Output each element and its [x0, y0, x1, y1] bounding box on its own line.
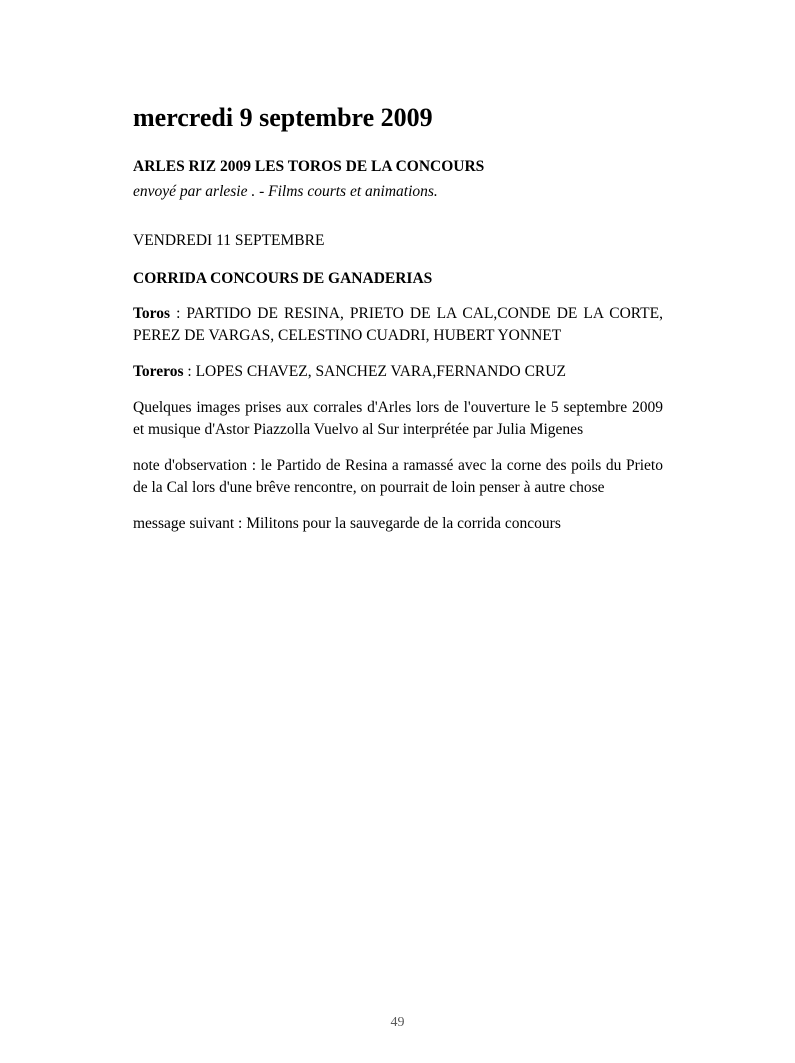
note-paragraph: note d'observation : le Partido de Resina a ramassé avec la corne des poils du Prieto de la Cal lors d'une brêve rencontre, on pourrait de loin penser à autre chose — [133, 457, 663, 496]
message-paragraph: message suivant : Militons pour la sauvegarde de la corrida concours — [133, 515, 561, 532]
post-title: ARLES RIZ 2009 LES TOROS DE LA CONCOURS — [133, 158, 485, 175]
toreros-label: Toreros — [133, 363, 184, 380]
page-number: 49 — [390, 1015, 405, 1030]
event-title: CORRIDA CONCOURS DE GANADERIAS — [133, 270, 433, 287]
toreros-value: : LOPES CHAVEZ, SANCHEZ VARA,FERNANDO CRUZ — [183, 363, 566, 380]
page-content — [133, 101, 663, 535]
post-byline: envoyé par arlesie . - Films courts et animations. — [133, 183, 438, 200]
images-paragraph: Quelques images prises aux corrales d'Arles lors de l'ouverture le 5 septembre 2009 et musique d'Astor Piazzolla Vuelvo al Sur interprétée par Julia Migenes — [133, 399, 663, 438]
toros-paragraph — [133, 303, 663, 347]
event-date: VENDREDI 11 SEPTEMBRE — [133, 232, 325, 249]
date-heading: mercredi 9 septembre 2009 — [133, 103, 433, 132]
toros-value: : PARTIDO DE RESINA, PRIETO DE LA CAL,CONDE DE LA CORTE, PEREZ DE VARGAS, CELESTINO CUADRI, HUBERT YONNET — [133, 305, 663, 344]
toros-label: Toros — [133, 305, 171, 322]
toreros-paragraph — [133, 361, 663, 383]
